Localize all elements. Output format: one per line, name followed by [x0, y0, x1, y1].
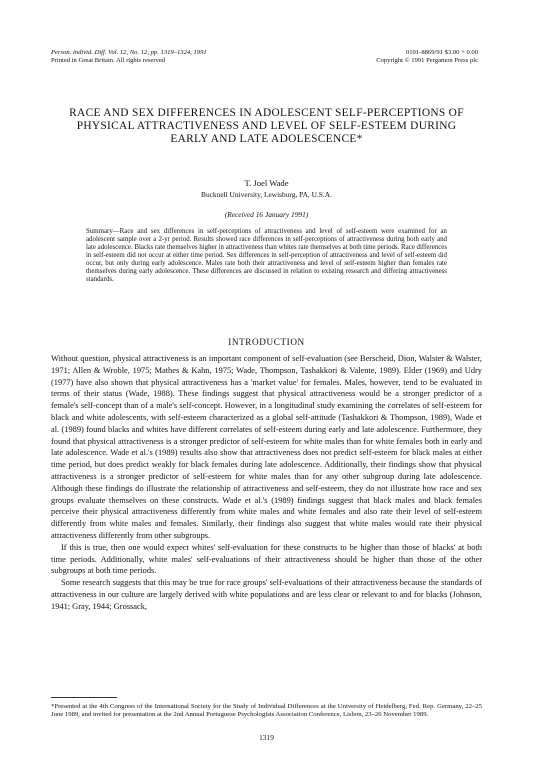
footnote-divider [51, 697, 117, 698]
author-affiliation: Bucknell University, Lewisburg, PA, U.S.A. [201, 190, 332, 199]
abstract: Summary—Race and sex differences in self-perceptions of attractiveness and level of self-esteem were examined for an adolescent sample over a 2-yr period. Results showed race differences in self-perceptions of attractiveness during both early and late adolescence. Blacks rate themselves higher in attractiveness than whites rate themselves at both time periods. Race differences in self-esteem did not occur at either time period. Sex differences in self-perception of attractiveness and level of self-esteem did occur, but only during early adolescence. Males rate both their attractiveness and level of self-esteem higher than females rate themselves during early adolescence. These differences are discussed in relation to existing research and differing attractiveness standards. [86, 228, 447, 284]
body-text [51, 353, 482, 613]
section-heading: INTRODUCTION [228, 337, 305, 347]
article-title: RACE AND SEX DIFFERENCES IN ADOLESCENT SELF-PERCEPTIONS OF PHYSICAL ATTRACTIVENESS AND LEVEL OF SELF-ESTEEM DURING EARLY AND LATE ADOLESCENCE* [69, 107, 464, 145]
citation-line: Person. individ. Diff. Vol. 12, No. 12, pp. 1319–1324, 1991 [51, 49, 207, 56]
author-name: T. Joel Wade [244, 178, 289, 188]
copyright-line: Copyright © 1991 Pergamon Press plc [376, 57, 478, 64]
copyright-block [376, 49, 478, 65]
footnote: *Presented at the 4th Congress of the International Society for the Study of Individual Differences at the University of Heidelberg, Fed. Rep. Germany, 22–25 June 1989, and invited for presentation at the 2nd Annual Portuguese Psychologists Association Conference, Lisbon, 23–26 November 1989. [51, 703, 482, 718]
paragraph: Some research suggests that this may be true for race groups' self-evaluations of their attractiveness because the standards of attractiveness in our culture are largely derived with white populations and are less clear or relevant to and for blacks (Johnson, 1941; Gray, 1944; Grossack, [51, 578, 482, 611]
paragraph: If this is true, then one would expect whites' self-evaluation for these constructs to be higher than those of blacks' at both time periods. Additionally, white males' self-evaluations of their attractiveness should be higher than those of the other subgroups at both time periods. [51, 542, 482, 576]
issn-line: 0191-8869/91 $3.00 + 0.00 [405, 49, 478, 56]
printing-line: Printed in Great Britain. All rights reserved [51, 57, 166, 64]
received-date: (Received 16 January 1991) [224, 210, 309, 219]
paragraph: Without question, physical attractiveness is an important component of self-evaluation (see Berscheid, Dion, Walster & Walster, 1971; Allen & Wroble, 1975; Mathes & Kahn, 1975; Wade, Thompson, Tashakkori & Valente, 1989). Elder (1969) and Udry (1977) have also shown that physical attractiveness has a 'market value' for females. Males, however, tend to be evaluated in terms of their status (Wade, 1988). These findings suggest that physical attractiveness would be a stronger predictor of a female's self-concept than of a male's self-concept. However, in a longitudinal study examining the correlates of self-esteem for black and white adolescents, with self-esteem characterized as a global self-attitude (Tashakkori & Thompson, 1989), Wade et al. (1989) found blacks and whites have different correlates of self-esteem during early and late adolescence. Furthermore, they found that physical attractiveness is a stronger predictor of self-esteem for white males than for white females both in early and late adolescence. Wade et al.'s (1989) results also show that attractiveness does not predict self-esteem for black males at either time period, but does predict weakly for black females during late adolescence. Additionally, their findings show that physical attractiveness is a stronger predictor of self-esteem for white males than for any other subgroup during late adolescence. Although these findings do illustrate the relationship of attractiveness and self-esteem, they do not illustrate how race and sex groups evaluate themselves on these constructs. Wade et al.'s (1989) findings suggest that black males and black females perceive their physical attractiveness differently from white males and white females and also rate their level of self-esteem differently from white males and females. Similarly, their findings also suggest that white males would rate their physical attractiveness differently from other subgroups. [51, 354, 482, 540]
journal-citation [51, 49, 207, 65]
page-number: 1319 [259, 733, 274, 742]
